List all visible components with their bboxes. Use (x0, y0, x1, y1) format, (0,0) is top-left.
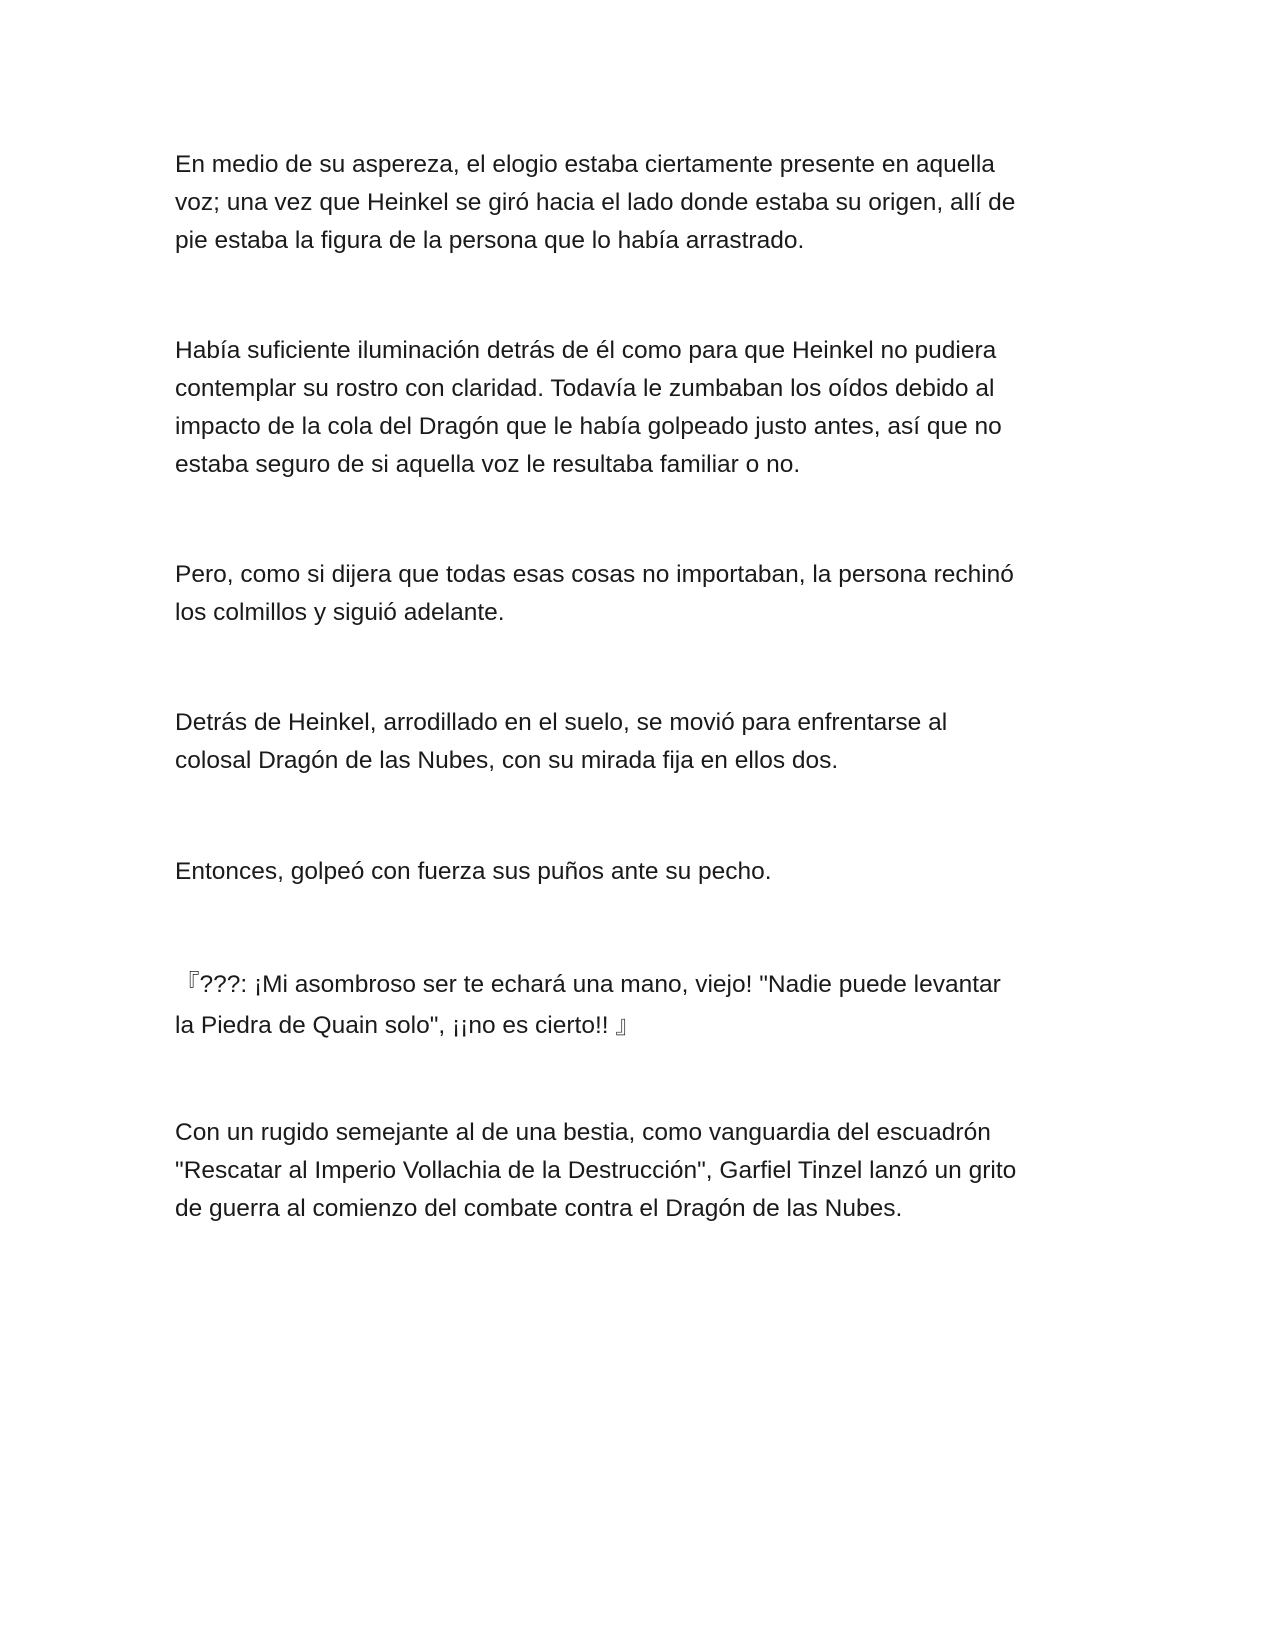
paragraph-4: Detrás de Heinkel, arrodillado en el suelo, se movió para enfrentarse al colosal Dragón de las Nubes, con su mirada fija en ellos dos. (175, 709, 948, 774)
paragraph-7: Con un rugido semejante al de una bestia, como vanguardia del escuadrón "Rescatar al Imperio Vollachia de la Destrucción", Garfiel Tinzel lanzó un grito de guerra al comienzo del combate contra el Dragón de las Nubes. (175, 1119, 1017, 1222)
paragraph-5: Entonces, golpeó con fuerza sus puños ante su pecho. (175, 858, 772, 885)
paragraph-3: Pero, como si dijera que todas esas cosas no importaban, la persona rechinó los colmillos y siguió adelante. (175, 561, 1014, 626)
dialogue-line: 『???: ¡Mi asombroso ser te echará una mano, viejo! "Nadie puede levantar la Piedra de Quain solo", ¡¡no es cierto!! 』 (175, 971, 1001, 1039)
paragraph-2: Había suficiente iluminación detrás de él como para que Heinkel no pudiera contemplar su rostro con claridad. Todavía le zumbaban los oídos debido al impacto de la cola del Dragón que le había golpeado justo antes, así que no estaba seguro de si aquella voz le resultaba familiar o no. (175, 337, 1002, 478)
paragraph-1: En medio de su aspereza, el elogio estaba ciertamente presente en aquella voz; una vez que Heinkel se giró hacia el lado donde estaba su origen, allí de pie estaba la figura de la persona que lo había arrastrado. (175, 151, 1016, 254)
